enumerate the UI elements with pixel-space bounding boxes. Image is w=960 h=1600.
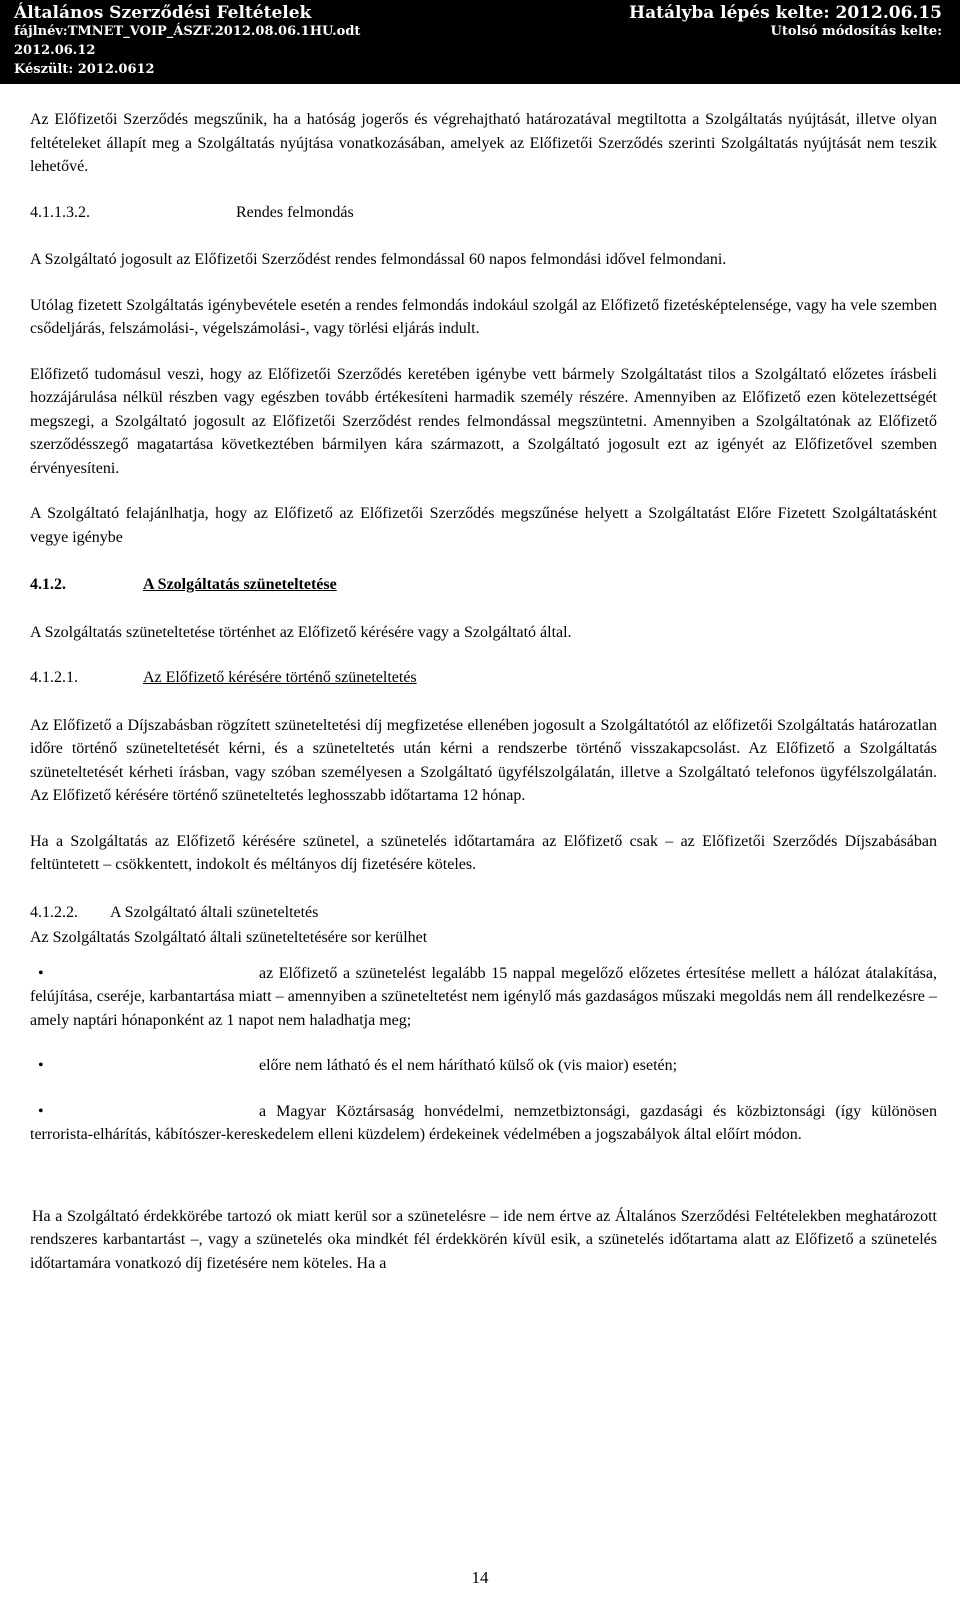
modified-date: 2012.06.12 xyxy=(14,43,96,58)
paragraph: Az Előfizető a Díjszabásban rögzített szüneteltetési díj megfizetése ellenében jogosult a Szolgáltatótól az előfizetői Szolgáltatás határozatlan időre történő szüneteltetését kérni, és a szüneteltetés után kérni a rendszerbe történő visszakapcsolást. Az Előfizető a Szolgáltatás szüneteltetését kérheti írásban, vagy szóban személyesen a Szolgáltató ügyfélszolgálatán, illetve a Szolgáltató telefonos ügyfélszolgálatán. Az Előfizető kérésére történő szüneteltetés leghosszabb időtartama 12 hónap. xyxy=(30,716,937,804)
document-header xyxy=(0,0,960,84)
section-number: 4.1.2.1. xyxy=(30,669,78,686)
paragraph: Ha a Szolgáltatás az Előfizető kérésére szünetel, a szünetelés időtartamára az Előfizető csak – az Előfizetői Szerződés Díjszabásában feltüntetett – csökkentett, indokolt és méltányos díj fizetésére köteles. xyxy=(30,832,937,873)
document-body xyxy=(30,108,937,1275)
section-number: 4.1.2. xyxy=(30,576,66,593)
list-item-text: az Előfizető a szünetelést legalább 15 nappal megelőző előzetes értesítése mellett a hálózat átalakítása, felújítása, cseréje, karbantartása miatt – amennyiben a szüneteltetést nem igénylő más gazdaságos műszaki megoldás nem áll rendelkezésre – amely naptári hónaponként az 1 napot nem haladhatja meg; xyxy=(30,964,937,1029)
page-number: 14 xyxy=(471,1568,489,1587)
modified-label: Utolsó módosítás kelte: xyxy=(770,24,942,39)
bullet-icon: • xyxy=(38,1057,44,1074)
list-item xyxy=(30,962,937,1033)
list-item-text: a Magyar Köztársaság honvédelmi, nemzetbiztonsági, gazdasági és közbiztonsági (így különösen terrorista-elhárítás, kábítószer-kereskedelem elleni küzdelem) érdekeinek védelmében a jogszabályok által előírt módon. xyxy=(30,1102,937,1143)
section-number: 4.1.1.3.2. xyxy=(30,203,90,221)
paragraph: A Szolgáltatás szüneteltetése történhet az Előfizető kérésére vagy a Szolgáltató által. xyxy=(30,623,572,641)
paragraph: Előfizető tudomásul veszi, hogy az Előfizetői Szerződés keretében igénybe vett bármely Szolgáltatást tilos a Szolgáltató előzetes írásbeli hozzájárulása nélkül részben vagy egészben tovább értékesíteni harmadik személy részére. Amennyiben az Előfizető ezen kötelezettségét megszegi, a Szolgáltató jogosult az Előfizetői Szerződést rendes felmondással megszüntetni. Amennyiben a Szolgáltatónak az Előfizető szerződésszegő magatartása következtében bármilyen kára származott, a Szolgáltató jogosult ezt az igényét az Előfizetővel szemben érvényesíteni. xyxy=(30,365,937,477)
file-name: fájlnév:TMNET_VOIP_ÁSZF.2012.08.06.1HU.odt xyxy=(14,24,361,39)
list-item xyxy=(30,1100,937,1147)
section-heading-4-1-1-3-2 xyxy=(30,201,937,225)
paragraph: Az Szolgáltatás Szolgáltató általi szüneteltetésére sor kerülhet xyxy=(30,929,428,946)
section-title: A Szolgáltató általi szüneteltetés xyxy=(110,903,319,921)
paragraph: A Szolgáltató jogosult az Előfizetői Szerződést rendes felmondással 60 napos felmondási idővel felmondani. xyxy=(30,251,727,268)
bullet-icon: • xyxy=(38,964,44,982)
section-heading-4-1-2-1 xyxy=(30,666,937,690)
section-title: Rendes felmondás xyxy=(236,203,354,221)
section-heading-4-1-2-2 xyxy=(30,901,937,925)
section-title: Az Előfizető kérésére történő szüneteltetés xyxy=(143,669,417,686)
paragraph: Ha a Szolgáltató érdekkörébe tartozó ok miatt kerül sor a szünetelésre – ide nem értve az Általános Szerződési Feltételekben meghatározott rendszeres karbantartást –, vagy a szünetelés oka mindkét fél érdekkörén kívül esik, a szünetelés időtartama alatt az Előfizető a szünetelés időtartamára vonatkozó díj fizetésére nem köteles. Ha a xyxy=(30,1207,937,1272)
paragraph: Utólag fizetett Szolgáltatás igénybevétele esetén a rendes felmondás indokául szolgál az Előfizető fizetésképtelensége, vagy ha vele szemben csődeljárás, felszámolási-, végelszámolási-, vagy törlési eljárás indult. xyxy=(30,296,937,337)
paragraph: A Szolgáltató felajánlhatja, hogy az Előfizető az Előfizetői Szerződés megszűnése helyett a Szolgáltatást Előre Fizetett Szolgáltatásként vegye igénybe xyxy=(30,505,937,546)
list-item-text: előre nem látható és el nem hárítható külső ok (vis maior) esetén; xyxy=(259,1057,678,1074)
paragraph: Az Előfizetői Szerződés megszűnik, ha a hatóság jogerős és végrehajtható határozatával megtiltotta a Szolgáltatás nyújtását, illetve olyan feltételeket állapít meg a Szolgáltatás nyújtása vonatkozásában, amelyek az Előfizetői Szerződés szerinti Szolgáltatás nyújtását nem teszik lehetővé. xyxy=(30,111,937,175)
bullet-icon: • xyxy=(38,1102,44,1120)
list-item xyxy=(30,1054,937,1078)
effective-date: Hatályba lépés kelte: 2012.06.15 xyxy=(629,3,942,23)
section-number: 4.1.2.2. xyxy=(30,903,78,921)
section-title: A Szolgáltatás szüneteltetése xyxy=(143,576,337,593)
document-title: Általános Szerződési Feltételek xyxy=(14,3,312,23)
created-date: Készült: 2012.0612 xyxy=(14,62,155,77)
section-heading-4-1-2 xyxy=(30,573,937,597)
